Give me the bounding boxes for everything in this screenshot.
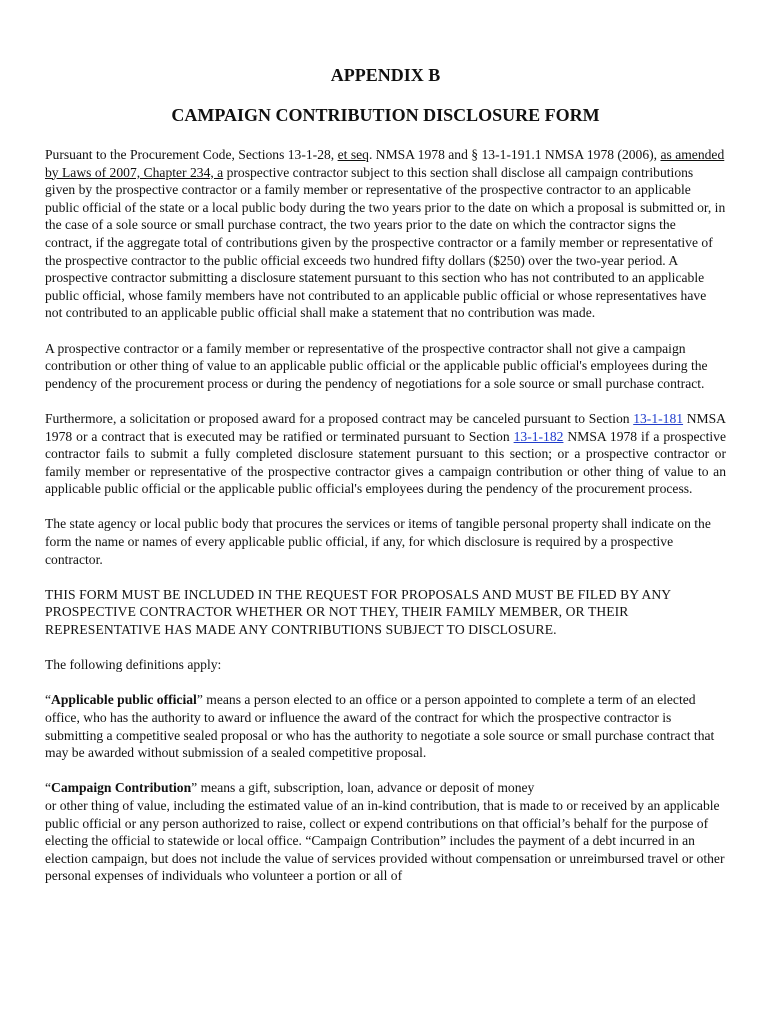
p1-mid: . NMSA 1978 and § 13-1-191.1 NMSA 1978 (2006), bbox=[368, 147, 661, 162]
section-13-1-182-link[interactable]: 13-1-182 bbox=[513, 428, 564, 444]
paragraph-definitions-intro: The following definitions apply: bbox=[45, 657, 222, 673]
document-page bbox=[45, 62, 726, 885]
def2-open-quote: “ bbox=[45, 780, 52, 796]
p3-lead: Furthermore, a solicitation or proposed award for a proposed contract may be canceled pursuant to Section bbox=[45, 410, 634, 426]
def1-open-quote: “ bbox=[45, 692, 52, 708]
definition-applicable-public-official bbox=[45, 691, 726, 761]
paragraph-filing-notice: THIS FORM MUST BE INCLUDED IN THE REQUEST FOR PROPOSALS AND MUST BE FILED BY ANY PROSPECTIVE CONTRACTOR WHETHER OR NOT THEY, THEIR FAMILY MEMBER, OR THEIR REPRESENTATIVE HAS MADE ANY CONTRIBUTIONS SUBJECT TO DISCLOSURE. bbox=[45, 586, 671, 638]
def2-text-2: or other thing of value, including the estimated value of an in-kind contribution, that is made to or received by an applicable public official or any person authorized to raise, collect or expend contributions on that official’s behalf for the purpose of electing the official to statewide or local office. “Campaign Contribution” includes the payment of a debt incurred in an election campaign, but does not include the value of services provided without compensation or unreimbursed travel or other personal expenses of individuals who volunteer a portion or all of bbox=[45, 797, 725, 884]
section-13-1-181-link[interactable]: 13-1-181 bbox=[633, 410, 684, 426]
paragraph-prohibition: A prospective contractor or a family member or representative of the prospective contractor shall not give a campaign contribution or other thing of value to an applicable public official or the applicable public official's employees during the pendency of the procurement process or during the pendency of negotiations for a sole source or small purchase contract. bbox=[45, 340, 708, 391]
p3-mid: NMSA 1978 or a contract that is executed may be ratified or terminated pursuant to Section bbox=[45, 410, 726, 444]
p1-rest: prospective contractor subject to this section shall disclose all campaign contributions given by the prospective contractor or a family member or representative of the prospective contractor to an applicable public official of the state or a local public body during the two years prior to the date on which a proposal is submitted or, in the case of a sole source or small purchase contract, the two years prior to the date on which the contractor signs the contract, if the aggregate total of contributions given by the prospective contractor or a family member or representative of the prospective contractor to the public official exceeds two hundred fifty dollars ($250) over the two-year period. A prospective contractor submitting a disclosure statement pursuant to this section who has not contributed to an applicable public official, whose family members have not contributed to an applicable public official or whose representatives have not contributed to an applicable public official shall make a statement that no contribution was made. bbox=[45, 164, 726, 321]
form-title: CAMPAIGN CONTRIBUTION DISCLOSURE FORM bbox=[171, 105, 600, 125]
p3-rest: NMSA 1978 if a prospective contractor fails to submit a fully completed disclosure statement pursuant to this section; or a prospective contractor or family member or representative of the prospective contractor gives a campaign contribution or other thing of value to an applicable public official or the applicable public official's employees during the pendency of the procurement process. bbox=[45, 428, 726, 497]
paragraph-cancellation bbox=[45, 410, 726, 498]
paragraph-agency-indication: The state agency or local public body that procures the services or items of tangible personal property shall indicate on the form the name or names of every applicable public official, if any, for which disclosure is required by a prospective contractor. bbox=[45, 516, 711, 567]
paragraph-disclosure-requirement bbox=[45, 146, 726, 322]
def1-term: Applicable public official bbox=[51, 692, 197, 708]
def2-term: Campaign Contribution bbox=[51, 780, 192, 796]
et-seq-text: et seq bbox=[337, 147, 369, 162]
def2-text-1: ” means a gift, subscription, loan, advance or deposit of money bbox=[191, 780, 535, 796]
amended-text: as amended by Laws of 2007, Chapter 234, a bbox=[45, 147, 725, 180]
appendix-heading: APPENDIX B bbox=[330, 65, 441, 85]
definition-campaign-contribution bbox=[45, 779, 726, 885]
def1-text: ” means a person elected to an office or a person appointed to complete a term of an elected office, who has the authority to award or influence the award of the contract for which the prospective contractor is submitting a competitive sealed proposal or who has the authority to negotiate a sole source or small purchase contract that may be awarded without submission of a sealed competitive proposal. bbox=[45, 692, 715, 761]
p1-lead: Pursuant to the Procurement Code, Sections 13-1-28, bbox=[45, 147, 338, 162]
